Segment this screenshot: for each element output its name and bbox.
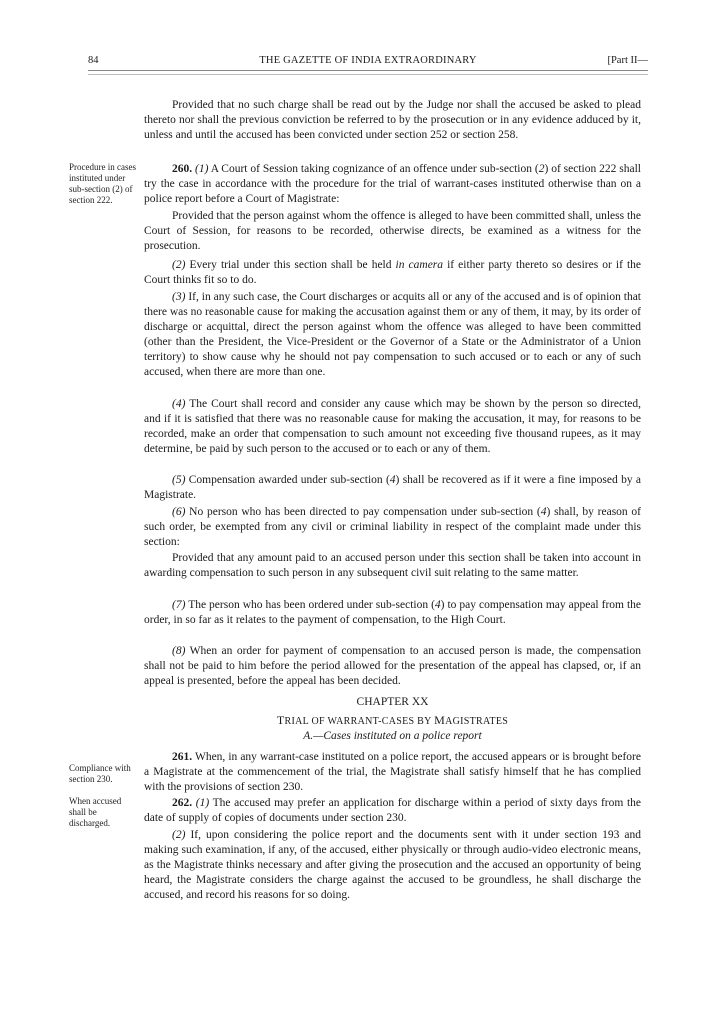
- paragraph-text: ) to pay compensation may appeal from the order, in so far as it relates to the payment of compensation, to the High Court.: [144, 599, 641, 626]
- subsection-paragraph: [144, 258, 641, 288]
- subsection-paragraph: [144, 644, 641, 689]
- gazette-title: THE GAZETTE OF INDIA EXTRAORDINARY: [259, 55, 477, 66]
- paragraph-text: When, in any warrant-case instituted on a police report, the accused appears or is brought before a Magistrate at the commencement of the trial, the Magistrate shall satisfy himself that he has complied with the provisions of section 230.: [144, 751, 641, 793]
- section-260-paragraph: [144, 162, 641, 207]
- subsection-paragraph: [144, 473, 641, 503]
- paragraph-text: If, in any such case, the Court discharges or acquits all or any of the accused and is of opinion that there was no reasonable cause for making the accusation against them or any of them, it may, by its order of discharge or acquittal, direct the person against whom the offence was alleged to have been committed (other than the President, the Vice-President or the Governor of a State or the Administrator of a Union territory) to show cause why he should not pay compensation to such accused or to each or any of such accused, when there are more than one.: [144, 291, 641, 378]
- paragraph-text: If, upon considering the police report and the documents sent with it under section 193 and making such examination, if any, of the accused, either physically or through audio-video electronic means, as the Magistrate thinks necessary and after giving the prosecution and the accused an opportunity of being heard, the Magistrate considers the charge against the accused to be groundless, he shall discharge the accused, and record his reasons for so doing.: [144, 829, 641, 901]
- small-caps-text: RIAL OF WARRANT-CASES BY: [284, 716, 435, 727]
- paragraph-text: A Court of Session taking cognizance of an offence under sub-section (: [208, 163, 539, 175]
- small-caps-initial: T: [276, 713, 285, 727]
- subsection-ref: 4: [389, 474, 396, 486]
- proviso-paragraph: Provided that no such charge shall be read out by the Judge nor shall the accused be asked to plead thereto nor shall the previous conviction be referred to by the prosecution or in any evidence adduced by it, unless and until the accused has been convicted under section 252 or section 258.: [144, 99, 641, 141]
- subsection-paragraph: [144, 505, 641, 550]
- proviso-paragraph: Provided that any amount paid to an accused person under this section shall be taken into account in awarding compensation to such person in any subsequent civil suit relating to the same matter.: [144, 552, 641, 579]
- paragraph-text: ) of section 222 shall try the case in accordance with the procedure for the trial of warrant-cases instituted otherwise than on a police report before a Court of Magistrate:: [144, 163, 642, 205]
- section-261-paragraph: [144, 750, 641, 795]
- subsection-number: (4): [172, 398, 186, 410]
- paragraph-text: The Court shall record and consider any cause which may be shown by the person so directed, and if it is satisfied that there was no reasonable cause for making the accusation, it may, for reasons to be recorded, make an order that compensation to such amount not exceeding five thousand rupees, as it may determine, be paid by such person to the accused or to each or any of them.: [144, 398, 641, 455]
- margin-note-section-260: Procedure in cases instituted under sub-section (2) of section 222.: [69, 162, 136, 205]
- small-caps-text: AGISTRATES: [445, 716, 509, 727]
- paragraph-text: When an order for payment of compensation to an accused person is made, the compensation shall not be paid to him before the period allowed for the presentation of the appeal has clapsed, or, if an appeal is presented, before the appeal has been decided.: [144, 645, 641, 687]
- subsection-number: (7): [172, 599, 186, 611]
- paragraph-text: The accused may prefer an application for discharge within a period of sixty days from the date of supply of copies of documents under section 230.: [144, 797, 641, 824]
- margin-note-section-261: Compliance with section 230.: [69, 763, 131, 784]
- paragraph-text: Every trial under this section shall be held: [185, 259, 396, 271]
- margin-note-section-262: When accused shall be discharged.: [69, 796, 122, 828]
- subsection-number: (2): [172, 829, 186, 841]
- paragraph-text: ) shall be recovered as if it were a fine imposed by a Magistrate.: [144, 474, 641, 501]
- subsection-paragraph: [144, 598, 641, 628]
- subsection-ref: 4: [434, 599, 441, 611]
- paragraph-text: if either party thereto so desires or if the Court thinks fit so to do.: [144, 259, 641, 286]
- paragraph-text: Compensation awarded under sub-section (: [185, 474, 390, 486]
- subsection-number: (3): [172, 291, 186, 303]
- subsection-ref: 4: [540, 506, 547, 518]
- paragraph-text: ) shall, by reason of such order, be exempted from any civil or criminal liability in respect of the complaint made under this section:: [144, 506, 641, 548]
- small-caps-initial: M: [434, 713, 446, 727]
- subsection-number: (1): [195, 163, 209, 175]
- page-number: 84: [88, 55, 99, 66]
- subsection-paragraph: [144, 828, 641, 903]
- section-262-paragraph: [144, 796, 641, 826]
- subsection-number: (6): [172, 506, 186, 518]
- part-label: [Part II—: [607, 55, 648, 66]
- subsection-number: (8): [172, 645, 186, 657]
- chapter-number: CHAPTER XX: [356, 696, 429, 708]
- subsection-paragraph: [144, 397, 641, 457]
- subsection-number: (5): [172, 474, 186, 486]
- subsection-paragraph: [144, 290, 641, 380]
- subsection-ref: 2: [538, 163, 545, 175]
- chapter-subtitle: A.—Cases instituted on a police report: [303, 730, 482, 742]
- section-number: 262.: [172, 797, 193, 809]
- proviso-paragraph: Provided that the person against whom the offence is alleged to have been committed shall, unless the Court of Session, for reasons to be recorded, otherwise directs, be examined as a witness for the prosecution.: [144, 210, 641, 252]
- subsection-number: (1): [195, 797, 210, 809]
- paragraph-text: No person who has been directed to pay compensation under sub-section (: [185, 506, 541, 518]
- page-header: [88, 55, 648, 71]
- chapter-title: [144, 713, 641, 728]
- section-number: 261.: [172, 751, 193, 763]
- paragraph-text: The person who has been ordered under sub-section (: [185, 599, 435, 611]
- italic-term: in camera: [395, 259, 444, 271]
- section-number: 260.: [172, 163, 193, 175]
- subsection-number: (2): [172, 259, 186, 271]
- header-rule: [88, 70, 648, 75]
